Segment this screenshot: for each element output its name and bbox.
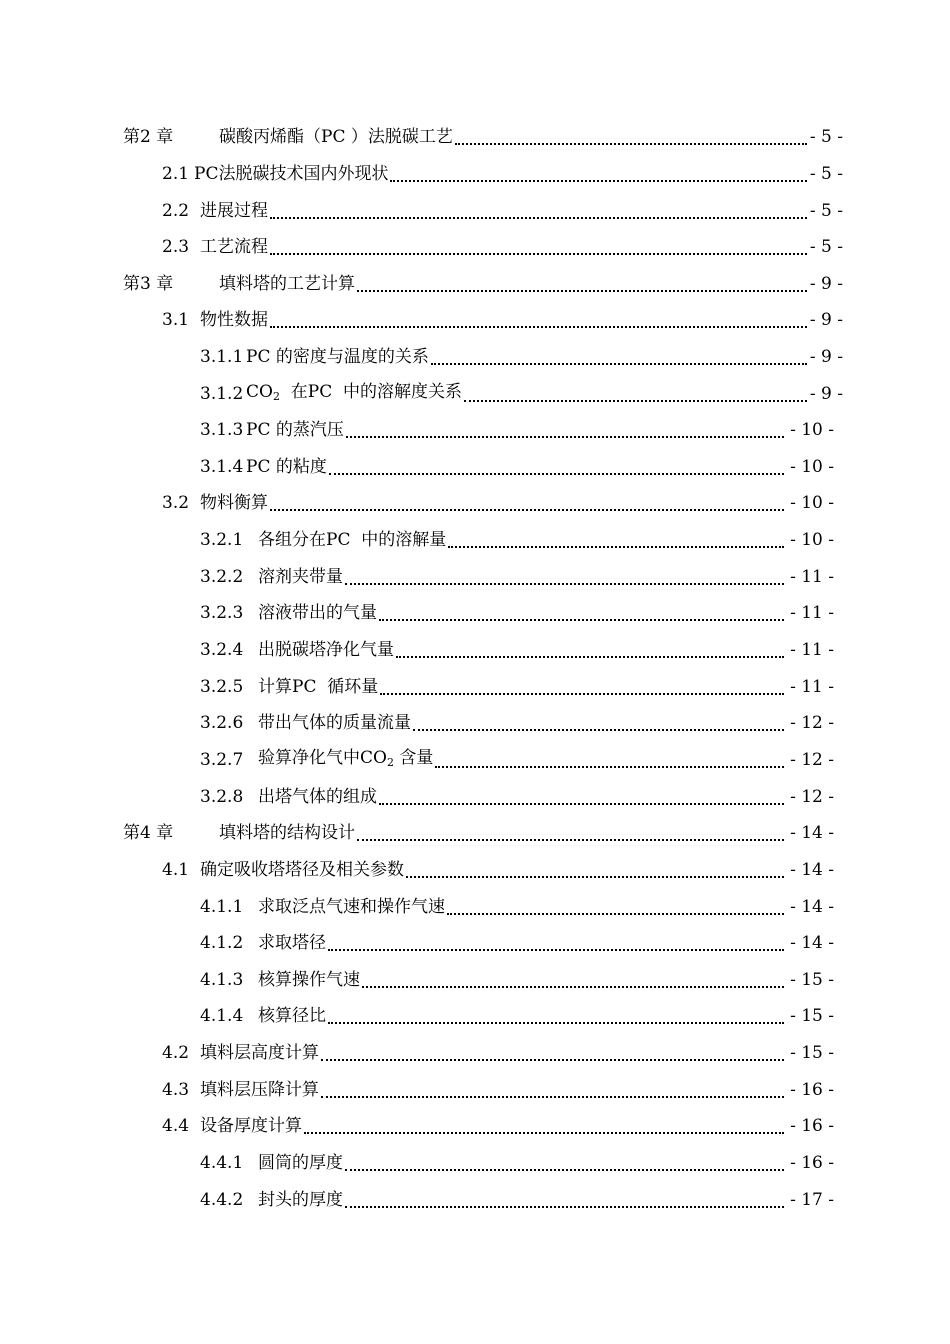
toc-entry-title: 求取塔径	[258, 933, 326, 953]
toc-entry-title-part: 验算净化气中CO	[258, 747, 387, 768]
toc-entry-title: 填料层压降计算	[200, 1080, 319, 1100]
dot-leader	[448, 546, 784, 548]
toc-entry-2-3[interactable]	[162, 233, 843, 261]
toc-entry-page: - 9 -	[809, 310, 843, 330]
toc-entry-number: 4.2	[162, 1043, 190, 1063]
toc-entry-title-subscript: 2	[272, 389, 280, 403]
toc-entry-page: - 14 -	[790, 860, 834, 880]
toc-entry-number: 3.2.8	[200, 787, 244, 807]
toc-entry-page: - 11 -	[790, 603, 834, 623]
dot-leader	[396, 656, 784, 658]
toc-entry-page: - 12 -	[790, 787, 834, 807]
toc-entry-title: 核算操作气速	[258, 970, 360, 990]
toc-entry-number: 2.2	[162, 201, 190, 221]
toc-entry-title: PC 的蒸汽压	[246, 420, 344, 440]
toc-entry-number: 3.1.1	[200, 347, 244, 367]
dot-leader	[464, 400, 807, 402]
toc-entry-title	[258, 744, 433, 777]
toc-entry-number: 第2 章	[123, 127, 174, 147]
toc-entry-3-1-4[interactable]	[200, 453, 834, 481]
toc-entry-title: PC 的粘度	[246, 457, 327, 477]
toc-entry-page: - 5 -	[809, 237, 843, 257]
toc-entry-title: 确定吸收塔塔径及相关参数	[200, 860, 404, 880]
toc-entry-3-2-3[interactable]	[200, 599, 834, 627]
toc-entry-title: 带出气体的质量流量	[258, 713, 411, 733]
dot-leader	[345, 1206, 784, 1208]
dot-leader	[270, 217, 807, 219]
toc-entry-3-1-3[interactable]	[200, 416, 834, 444]
toc-entry-4-1[interactable]	[162, 856, 834, 884]
toc-entry-page: - 15 -	[790, 1006, 834, 1026]
toc-entry-title: 溶液带出的气量	[258, 603, 377, 623]
toc-entry-page: - 14 -	[790, 933, 834, 953]
toc-entry-chapter-2[interactable]	[123, 123, 843, 151]
toc-entry-number: 3.2.5	[200, 677, 244, 697]
dot-leader	[357, 839, 784, 841]
toc-entry-number: 3.2.2	[200, 567, 244, 587]
toc-entry-3-2-7[interactable]	[200, 746, 834, 774]
toc-entry-title: 填料层高度计算	[200, 1043, 319, 1063]
toc-entry-page: - 10 -	[790, 493, 834, 513]
toc-entry-number: 3.2.4	[200, 640, 244, 660]
dot-leader	[406, 876, 784, 878]
toc-entry-4-1-3[interactable]	[200, 966, 834, 994]
toc-entry-title: 设备厚度计算	[200, 1116, 302, 1136]
toc-entry-page: - 16 -	[790, 1080, 834, 1100]
toc-entry-title: 计算PC 循环量	[258, 677, 379, 697]
toc-entry-title: 物料衡算	[200, 493, 268, 513]
dot-leader	[345, 583, 784, 585]
toc-entry-page: - 9 -	[809, 347, 843, 367]
dot-leader	[431, 363, 807, 365]
toc-entry-page: - 15 -	[790, 1043, 834, 1063]
toc-entry-2-2[interactable]	[162, 197, 843, 225]
toc-entry-number: 4.1.1	[200, 897, 244, 917]
toc-entry-3-1-2[interactable]	[200, 380, 843, 408]
toc-entry-title-part: CO	[246, 381, 273, 402]
toc-entry-title: 溶剂夹带量	[258, 567, 343, 587]
toc-entry-4-4-2[interactable]	[200, 1186, 834, 1214]
toc-entry-3-2[interactable]	[162, 489, 834, 517]
toc-entry-page: - 11 -	[790, 640, 834, 660]
toc-entry-number: 2.1	[162, 164, 190, 184]
dot-leader	[357, 290, 807, 292]
toc-entry-4-3[interactable]	[162, 1076, 834, 1104]
dot-leader	[362, 986, 784, 988]
toc-entry-number: 3.2	[162, 493, 190, 513]
toc-entry-3-2-6[interactable]	[200, 709, 834, 737]
toc-entry-page: - 10 -	[790, 530, 834, 550]
toc-entry-number: 2.3	[162, 237, 190, 257]
toc-entry-number: 4.1	[162, 860, 190, 880]
toc-entry-chapter-3[interactable]	[123, 270, 843, 298]
dot-leader	[270, 253, 807, 255]
toc-entry-number: 4.4.1	[200, 1153, 244, 1173]
dot-leader	[329, 473, 784, 475]
toc-entry-page: - 14 -	[790, 897, 834, 917]
toc-entry-title: 各组分在PC 中的溶解量	[258, 530, 447, 550]
toc-entry-page: - 10 -	[790, 420, 834, 440]
dot-leader	[447, 913, 784, 915]
toc-entry-title-part: 含量	[393, 747, 434, 768]
toc-entry-page: - 9 -	[809, 274, 843, 294]
toc-entry-page: - 5 -	[809, 201, 843, 221]
dot-leader	[270, 509, 784, 511]
toc-entry-3-1-1[interactable]	[200, 343, 843, 371]
toc-entry-4-1-1[interactable]	[200, 893, 834, 921]
toc-entry-number: 3.2.3	[200, 603, 244, 623]
dot-leader	[328, 949, 784, 951]
toc-entry-title: 进展过程	[200, 201, 268, 221]
toc-entry-4-1-2[interactable]	[200, 929, 834, 957]
dot-leader	[379, 803, 784, 805]
toc-entry-title-part: 在PC 中的溶解度关系	[279, 381, 463, 402]
toc-entry-page: - 11 -	[790, 567, 834, 587]
toc-entry-title: 出塔气体的组成	[258, 787, 377, 807]
toc-entry-number: 第3 章	[123, 274, 174, 294]
toc-entry-title: 工艺流程	[200, 237, 268, 257]
dot-leader	[413, 729, 784, 731]
toc-entry-title: 出脱碳塔净化气量	[258, 640, 394, 660]
toc-entry-number: 第4 章	[123, 823, 174, 843]
dot-leader	[328, 1022, 784, 1024]
toc-entry-number: 3.1.2	[200, 384, 244, 404]
toc-entry-title: 核算径比	[258, 1006, 326, 1026]
toc-entry-page: - 9 -	[809, 384, 843, 404]
toc-entry-page: - 16 -	[790, 1116, 834, 1136]
toc-entry-title: 封头的厚度	[258, 1190, 343, 1210]
toc-entry-number: 4.1.3	[200, 970, 244, 990]
dot-leader	[321, 1059, 784, 1061]
toc-entry-number: 3.2.1	[200, 530, 244, 550]
toc-entry-page: - 12 -	[790, 713, 834, 733]
toc-entry-title: 求取泛点气速和操作气速	[258, 897, 445, 917]
toc-entry-number: 4.4.2	[200, 1190, 244, 1210]
toc-entry-3-2-8[interactable]	[200, 783, 834, 811]
toc-entry-page: - 15 -	[790, 970, 834, 990]
toc-entry-number: 3.2.7	[200, 750, 244, 770]
dot-leader	[321, 1096, 784, 1098]
dot-leader	[304, 1132, 784, 1134]
toc-entry-title: PC法脱碳技术国内外现状	[194, 164, 389, 184]
toc-entry-title: 物性数据	[200, 310, 268, 330]
toc-entry-2-1[interactable]	[162, 160, 843, 188]
dot-leader	[346, 436, 784, 438]
toc-entry-page: - 16 -	[790, 1153, 834, 1173]
toc-entry-3-1[interactable]	[162, 306, 843, 334]
toc-entry-number: 4.4	[162, 1116, 190, 1136]
toc-entry-title: 碳酸丙烯酯（PC ）法脱碳工艺	[219, 127, 453, 147]
toc-entry-page: - 12 -	[790, 750, 834, 770]
toc-entry-title	[246, 378, 462, 411]
toc-entry-number: 4.1.2	[200, 933, 244, 953]
toc-entry-number: 4.3	[162, 1080, 190, 1100]
toc-entry-title: 圆筒的厚度	[258, 1153, 343, 1173]
toc-entry-3-2-1[interactable]	[200, 526, 834, 554]
toc-entry-4-4-1[interactable]	[200, 1149, 834, 1177]
toc-entry-number: 3.2.6	[200, 713, 244, 733]
toc-entry-3-2-4[interactable]	[200, 636, 834, 664]
toc-entry-number: 4.1.4	[200, 1006, 244, 1026]
dot-leader	[455, 143, 807, 145]
toc-entry-number: 3.1.3	[200, 420, 244, 440]
dot-leader	[345, 1169, 784, 1171]
toc-entry-title-subscript: 2	[386, 755, 394, 769]
dot-leader	[390, 180, 807, 182]
toc-entry-title: 填料塔的工艺计算	[219, 274, 355, 294]
toc-entry-number: 3.1	[162, 310, 190, 330]
toc-entry-number: 3.1.4	[200, 457, 244, 477]
toc-entry-page: - 5 -	[809, 127, 843, 147]
toc-entry-title: PC 的密度与温度的关系	[246, 347, 429, 367]
toc-entry-page: - 17 -	[790, 1190, 834, 1210]
toc-entry-title: 填料塔的结构设计	[219, 823, 355, 843]
toc-entry-chapter-4[interactable]	[123, 819, 834, 847]
dot-leader	[379, 619, 784, 621]
toc-entry-page: - 11 -	[790, 677, 834, 697]
dot-leader	[270, 326, 807, 328]
dot-leader	[435, 766, 784, 768]
toc-entry-page: - 10 -	[790, 457, 834, 477]
toc-entry-page: - 14 -	[790, 823, 834, 843]
toc-entry-page: - 5 -	[809, 164, 843, 184]
toc-entry-3-2-5[interactable]	[200, 673, 834, 701]
toc-entry-4-4[interactable]	[162, 1112, 834, 1140]
toc-entry-3-2-2[interactable]	[200, 563, 834, 591]
toc-entry-4-1-4[interactable]	[200, 1002, 834, 1030]
toc-entry-4-2[interactable]	[162, 1039, 834, 1067]
dot-leader	[380, 693, 784, 695]
